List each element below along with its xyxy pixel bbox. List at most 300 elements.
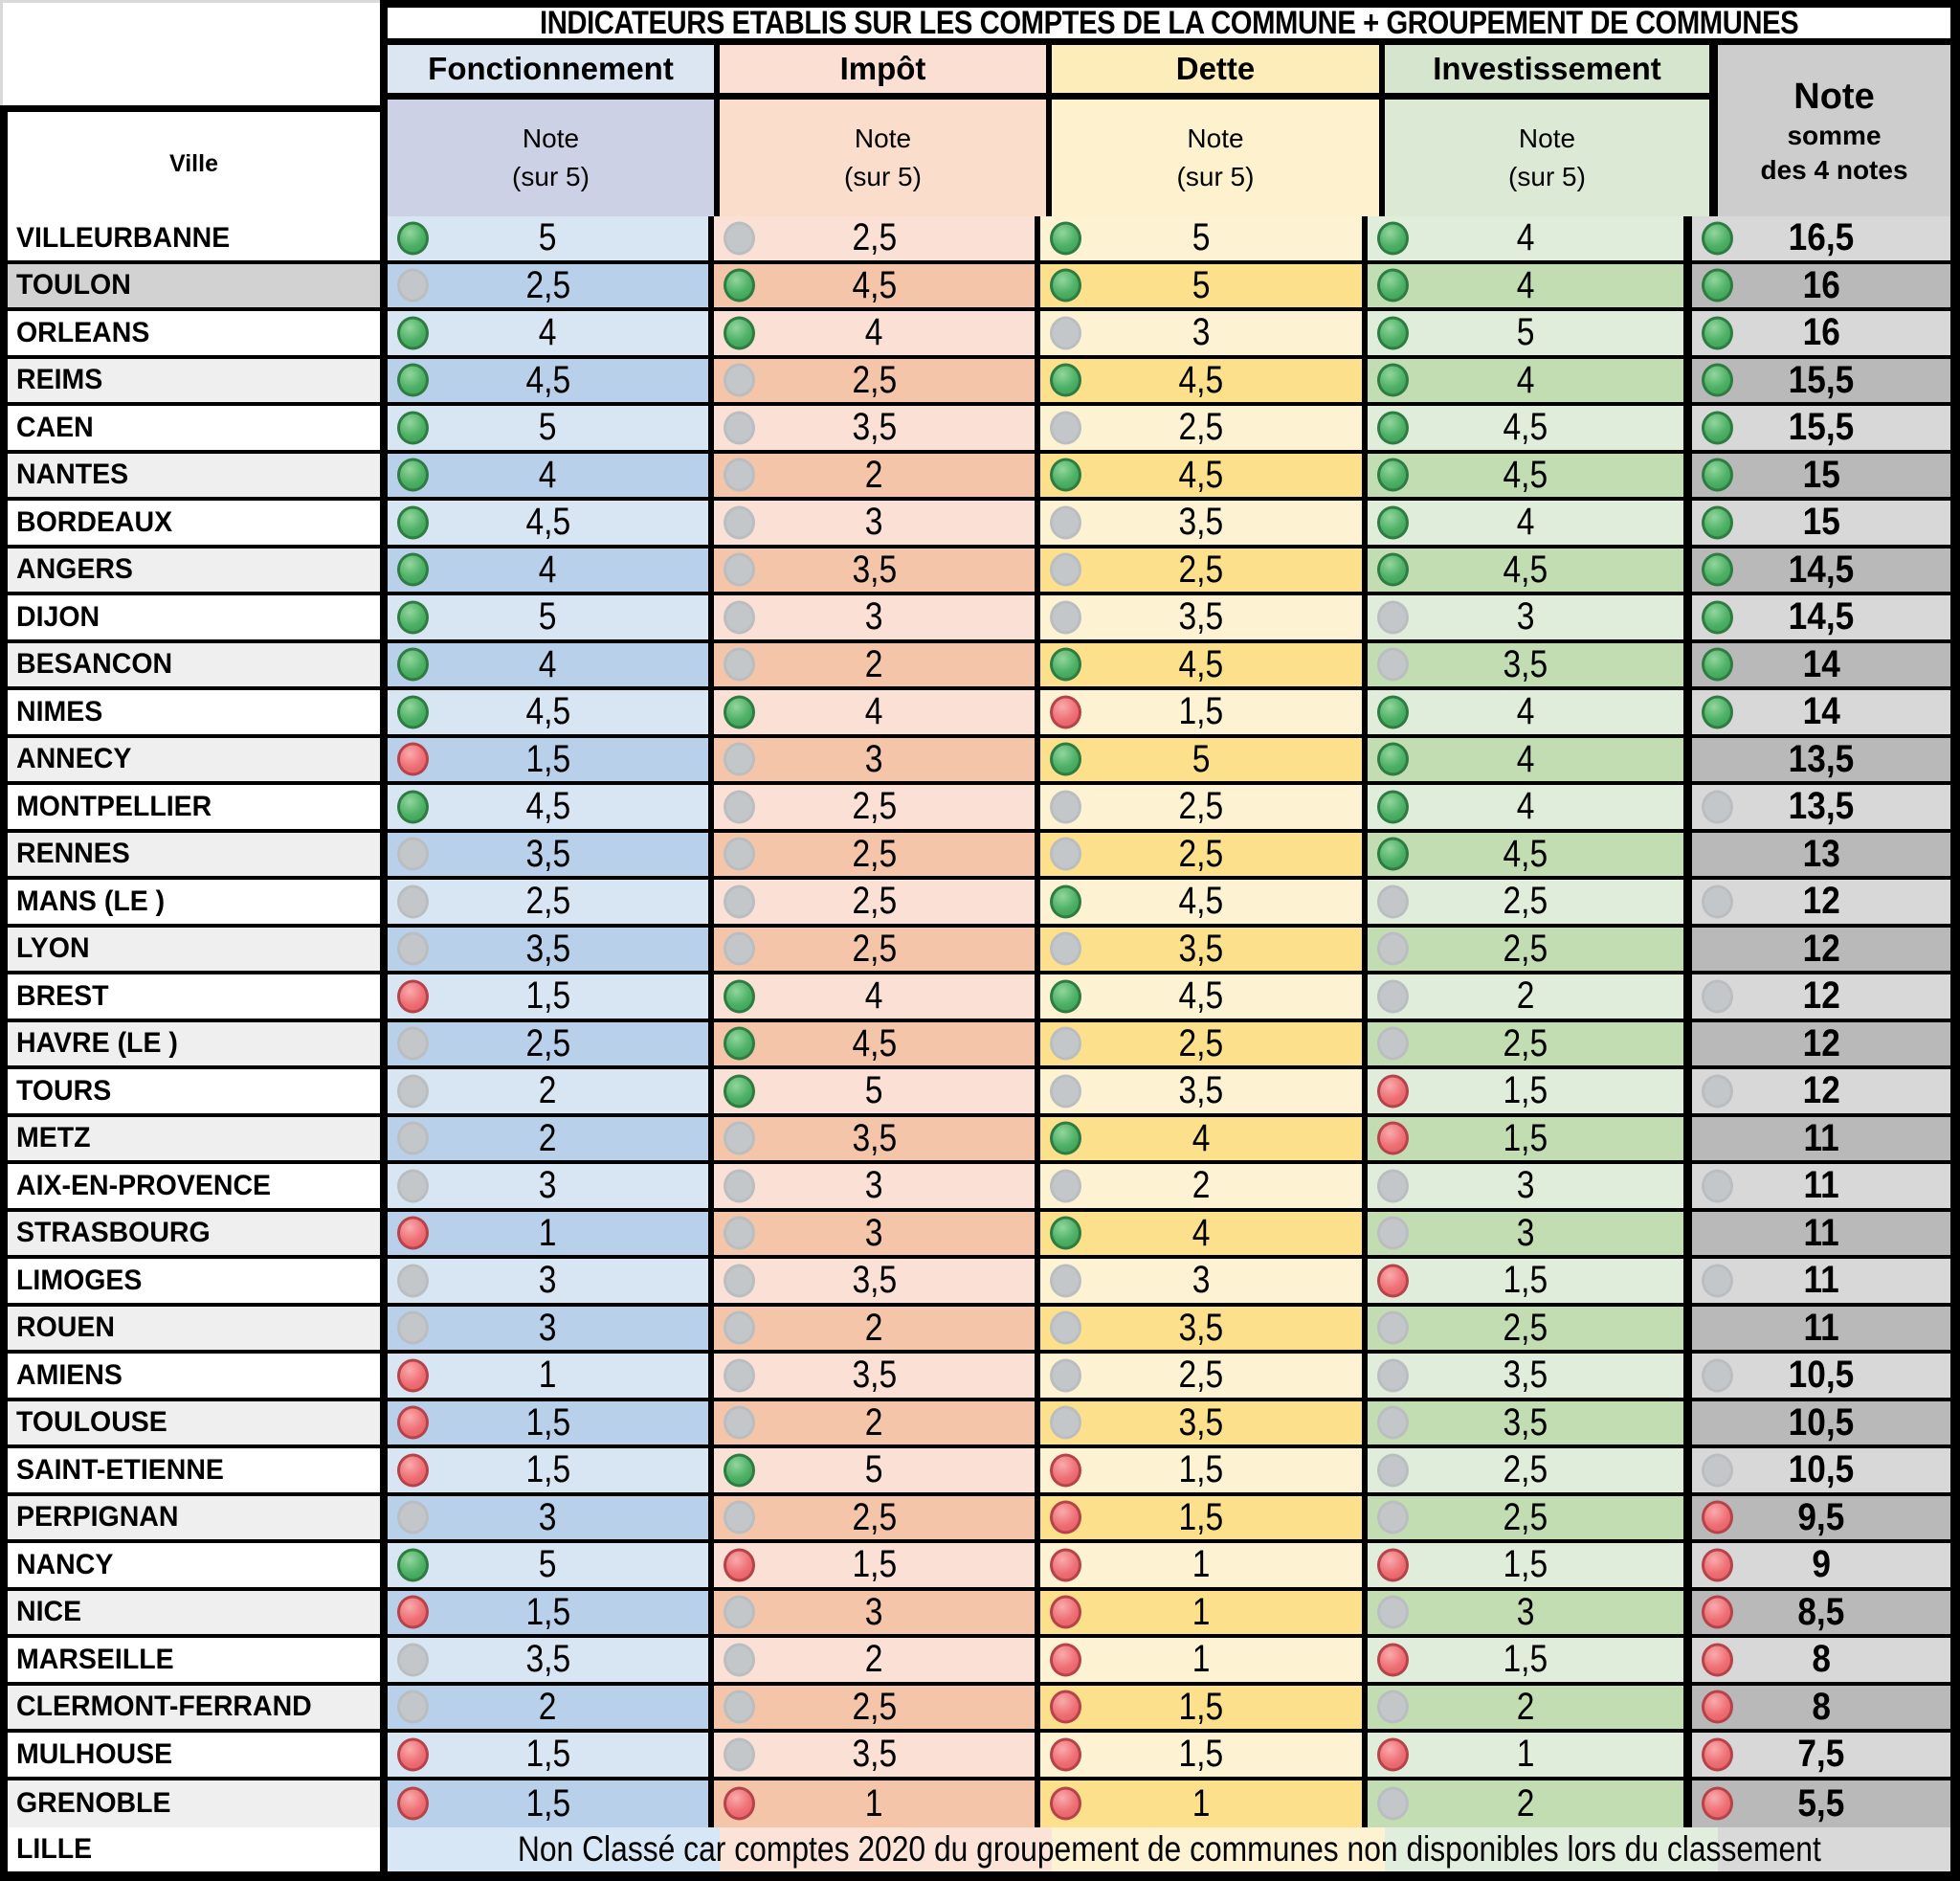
score-cell-investissement [1368, 501, 1692, 545]
city-cell [8, 264, 388, 308]
score-value: 4,5 [525, 501, 570, 544]
score-value: 4,5 [1503, 406, 1548, 449]
table-row [8, 1069, 1950, 1117]
score-value: 1,5 [1178, 690, 1224, 733]
city-cell [8, 880, 388, 924]
score-value: 2 [865, 1638, 883, 1681]
total-score-cell [1692, 1401, 1950, 1445]
top-left-empty-cell [0, 0, 380, 105]
note-total-label-line3: des 4 notes [1760, 154, 1908, 185]
total-score-value: 13 [1802, 832, 1840, 875]
score-value: 2,5 [852, 1685, 897, 1728]
score-cell-investissement [1368, 1543, 1692, 1587]
total-score-cell [1692, 1354, 1950, 1398]
score-value: 1 [539, 1211, 557, 1254]
table-row [8, 1354, 1950, 1401]
score-value: 1,5 [1178, 1733, 1224, 1776]
score-value: 1,5 [525, 1781, 570, 1825]
score-cell-investissement [1368, 1448, 1692, 1492]
city-cell [8, 1401, 388, 1445]
status-dot-green-icon [1702, 316, 1733, 349]
score-cell-impot [714, 1591, 1040, 1635]
status-dot-gray-icon [1702, 1264, 1733, 1297]
score-cell-investissement [1368, 928, 1692, 972]
city-label: AIX-EN-PROVENCE [16, 1169, 272, 1201]
table-row [8, 928, 1950, 975]
score-cell-impot [714, 1069, 1040, 1113]
status-dot-red-icon [397, 1787, 429, 1821]
status-dot-red-icon [1377, 1264, 1409, 1297]
status-dot-gray-icon [1050, 1074, 1081, 1108]
score-value: 1,5 [525, 1448, 570, 1491]
score-value: 5 [1516, 311, 1535, 354]
score-value: 4,5 [852, 1021, 897, 1064]
score-cell-investissement [1368, 833, 1692, 877]
city-cell [8, 1307, 388, 1351]
score-value: 2,5 [852, 1495, 897, 1538]
score-value: 2,5 [1503, 1448, 1548, 1491]
score-value: 4,5 [1503, 832, 1548, 875]
city-label: SAINT-ETIENNE [16, 1453, 224, 1486]
score-value: 3 [539, 1306, 557, 1349]
score-cell-impot [714, 216, 1040, 260]
status-dot-green-icon [397, 600, 429, 634]
score-value: 4,5 [852, 263, 897, 306]
score-value: 2,5 [852, 785, 897, 828]
status-dot-gray-icon [1050, 1264, 1081, 1297]
score-value: 1 [865, 1781, 883, 1825]
status-dot-green-icon [724, 979, 755, 1013]
score-value: 3 [865, 501, 883, 544]
total-score-value: 15 [1802, 501, 1840, 544]
score-cell-investissement [1368, 1496, 1692, 1540]
total-score-value: 10,5 [1788, 1400, 1855, 1444]
table-row [8, 880, 1950, 928]
city-cell [8, 1022, 388, 1066]
city-cell [8, 406, 388, 450]
score-value: 3,5 [1178, 1400, 1224, 1444]
status-dot-green-icon [724, 1027, 755, 1061]
score-cell-fonctionnement [388, 216, 714, 260]
score-cell-dette [1040, 928, 1368, 972]
status-dot-green-icon [397, 695, 429, 728]
status-dot-gray-icon [397, 1691, 429, 1724]
total-score-value: 12 [1802, 880, 1840, 923]
total-score-cell [1692, 738, 1950, 782]
table-row [8, 264, 1950, 312]
score-value: 1 [1192, 1543, 1211, 1586]
score-cell-dette [1040, 1307, 1368, 1351]
score-cell-dette [1040, 454, 1368, 498]
status-dot-gray-icon [1702, 1453, 1733, 1487]
subheader-note-label: Note [1187, 123, 1244, 153]
score-value: 5 [539, 595, 557, 638]
column-header-investissement: Investissement [1385, 45, 1718, 93]
status-dot-gray-icon [724, 1501, 755, 1534]
status-dot-green-icon [1702, 364, 1733, 397]
status-dot-red-icon [397, 979, 429, 1013]
status-dot-green-icon [724, 269, 755, 302]
score-cell-dette [1040, 549, 1368, 593]
score-cell-investissement [1368, 216, 1692, 260]
city-label: NANTES [16, 459, 129, 491]
total-score-value: 8 [1812, 1685, 1831, 1728]
total-score-value: 14,5 [1788, 548, 1855, 591]
city-cell [8, 738, 388, 782]
status-dot-gray-icon [1702, 1169, 1733, 1202]
table-row [8, 690, 1950, 738]
score-cell-dette [1040, 1354, 1368, 1398]
total-score-cell [1692, 454, 1950, 498]
status-dot-gray-icon [397, 269, 429, 302]
city-label: BREST [16, 979, 109, 1012]
table-body [0, 216, 1960, 1881]
score-value: 4 [1516, 216, 1535, 259]
city-cell [8, 216, 388, 260]
score-value: 3 [539, 1495, 557, 1538]
score-value: 2 [865, 642, 883, 685]
city-label: BORDEAUX [16, 505, 173, 538]
score-value: 5 [539, 216, 557, 259]
score-value: 3,5 [852, 1354, 897, 1397]
table-row [8, 1022, 1950, 1070]
status-dot-red-icon [1702, 1548, 1733, 1581]
score-value: 3 [539, 1164, 557, 1207]
score-cell-dette [1040, 1022, 1368, 1066]
total-score-cell [1692, 359, 1950, 403]
score-cell-impot [714, 1496, 1040, 1540]
city-cell [8, 1591, 388, 1635]
status-dot-gray-icon [397, 1311, 429, 1345]
status-dot-red-icon [1377, 1122, 1409, 1155]
status-dot-red-icon [1702, 1691, 1733, 1724]
score-cell-impot [714, 1259, 1040, 1303]
score-cell-impot [714, 643, 1040, 687]
score-value: 3 [1516, 1590, 1535, 1633]
score-cell-impot [714, 1164, 1040, 1208]
total-score-value: 14,5 [1788, 595, 1855, 638]
table-row [8, 406, 1950, 454]
score-value: 1 [1192, 1781, 1211, 1825]
status-dot-green-icon [397, 221, 429, 255]
status-dot-green-icon [397, 1548, 429, 1581]
city-cell [8, 1638, 388, 1682]
city-label: TOURS [16, 1074, 112, 1107]
score-cell-investissement [1368, 974, 1692, 1019]
status-dot-red-icon [397, 1737, 429, 1771]
column-header-note-total [1718, 45, 1950, 216]
status-dot-green-icon [1377, 364, 1409, 397]
score-value: 3 [865, 1211, 883, 1254]
status-dot-gray-icon [1050, 932, 1081, 966]
score-value: 4 [1516, 358, 1535, 401]
score-value: 3 [865, 737, 883, 780]
score-value: 3,5 [1503, 642, 1548, 685]
score-value: 1 [1192, 1638, 1211, 1681]
table-row [8, 1686, 1950, 1734]
score-cell-fonctionnement [388, 1117, 714, 1161]
status-dot-green-icon [724, 1074, 755, 1108]
status-dot-gray-icon [1377, 885, 1409, 918]
score-value: 3 [1516, 1211, 1535, 1254]
status-dot-green-icon [397, 364, 429, 397]
score-cell-dette [1040, 406, 1368, 450]
score-cell-fonctionnement [388, 595, 714, 639]
score-value: 3 [865, 1590, 883, 1633]
column-headers [388, 45, 1950, 216]
table-row [8, 1401, 1950, 1449]
score-value: 1,5 [1503, 1259, 1548, 1302]
score-cell-fonctionnement [388, 1638, 714, 1682]
status-dot-gray-icon [724, 1122, 755, 1155]
status-dot-red-icon [1050, 1596, 1081, 1629]
score-value: 1,5 [1178, 1448, 1224, 1491]
score-value: 4,5 [525, 690, 570, 733]
score-cell-investissement [1368, 264, 1692, 308]
score-cell-dette [1040, 738, 1368, 782]
score-cell-dette [1040, 1780, 1368, 1828]
total-score-cell [1692, 833, 1950, 877]
score-value: 2 [1516, 974, 1535, 1018]
status-dot-gray-icon [724, 411, 755, 444]
score-value: 4 [539, 311, 557, 354]
table-row [8, 1543, 1950, 1591]
total-score-value: 14 [1802, 690, 1840, 733]
total-score-cell [1692, 785, 1950, 829]
score-value: 3,5 [852, 1259, 897, 1302]
status-dot-gray-icon [1050, 1358, 1081, 1392]
status-dot-red-icon [1702, 1737, 1733, 1771]
status-dot-green-icon [1702, 459, 1733, 492]
score-value: 2,5 [852, 358, 897, 401]
score-cell-dette [1040, 1069, 1368, 1113]
total-score-cell [1692, 264, 1950, 308]
score-value: 2 [865, 1306, 883, 1349]
status-dot-red-icon [1377, 1737, 1409, 1771]
status-dot-gray-icon [724, 885, 755, 918]
subheader-note-label: Note [1518, 123, 1576, 153]
score-cell-impot [714, 1780, 1040, 1828]
score-value: 3,5 [852, 1733, 897, 1776]
score-value: 5 [1192, 263, 1211, 306]
status-dot-gray-icon [724, 459, 755, 492]
subheader-sur5-label: (sur 5) [512, 162, 590, 191]
total-score-value: 8 [1812, 1638, 1831, 1681]
city-cell [8, 1259, 388, 1303]
score-value: 2,5 [1178, 548, 1224, 591]
total-score-cell [1692, 1733, 1950, 1777]
score-value: 3,5 [525, 832, 570, 875]
score-value: 4,5 [1178, 453, 1224, 496]
total-score-value: 7,5 [1797, 1733, 1845, 1776]
score-cell-fonctionnement [388, 454, 714, 498]
total-score-cell [1692, 549, 1950, 593]
city-label: DIJON [16, 600, 100, 633]
status-dot-red-icon [1377, 1548, 1409, 1581]
total-score-cell [1692, 1212, 1950, 1256]
score-cell-fonctionnement [388, 690, 714, 734]
score-value: 3,5 [852, 548, 897, 591]
total-score-value: 10,5 [1788, 1448, 1855, 1491]
score-cell-fonctionnement [388, 1307, 714, 1351]
status-dot-gray-icon [1702, 790, 1733, 823]
status-dot-red-icon [1050, 695, 1081, 728]
score-cell-investissement [1368, 1022, 1692, 1066]
total-score-cell [1692, 690, 1950, 734]
status-dot-gray-icon [724, 1737, 755, 1771]
city-cell [8, 1117, 388, 1161]
score-value: 2 [539, 1685, 557, 1728]
city-label: GRENOBLE [16, 1787, 171, 1820]
unranked-merged-cell [388, 1827, 1950, 1871]
score-cell-investissement [1368, 1733, 1692, 1777]
status-dot-gray-icon [1377, 1311, 1409, 1345]
city-label: PERPIGNAN [16, 1501, 179, 1534]
score-cell-fonctionnement [388, 1022, 714, 1066]
status-dot-gray-icon [724, 1217, 755, 1250]
score-value: 1,5 [525, 1733, 570, 1776]
city-label: ROUEN [16, 1311, 115, 1344]
score-cell-dette [1040, 1638, 1368, 1682]
score-value: 2,5 [1178, 406, 1224, 449]
status-dot-green-icon [1050, 979, 1081, 1013]
score-value: 4,5 [1178, 974, 1224, 1018]
score-cell-dette [1040, 833, 1368, 877]
score-cell-investissement [1368, 311, 1692, 355]
ville-column-header [0, 105, 380, 216]
status-dot-green-icon [1377, 838, 1409, 871]
score-cell-fonctionnement [388, 880, 714, 924]
score-cell-fonctionnement [388, 1212, 714, 1256]
status-dot-green-icon [1050, 743, 1081, 776]
table-title-row [388, 4, 1950, 45]
score-value: 2,5 [525, 1021, 570, 1064]
city-cell [8, 1496, 388, 1540]
total-score-cell [1692, 1638, 1950, 1682]
score-value: 5 [539, 1543, 557, 1586]
total-score-value: 11 [1803, 1116, 1839, 1159]
score-value: 2,5 [1178, 1021, 1224, 1064]
score-value: 5 [1192, 737, 1211, 780]
city-label: MONTPELLIER [16, 790, 212, 822]
city-cell [8, 595, 388, 639]
status-dot-gray-icon [1377, 1358, 1409, 1392]
status-dot-gray-icon [724, 743, 755, 776]
score-cell-impot [714, 595, 1040, 639]
status-dot-gray-icon [397, 885, 429, 918]
score-cell-impot [714, 406, 1040, 450]
total-score-cell [1692, 1117, 1950, 1161]
table-row [8, 1733, 1950, 1780]
score-cell-impot [714, 1686, 1040, 1730]
score-cell-dette [1040, 643, 1368, 687]
city-cell [8, 1354, 388, 1398]
subheader-sur5-label: (sur 5) [844, 162, 922, 191]
status-dot-green-icon [724, 1453, 755, 1487]
status-dot-red-icon [397, 1596, 429, 1629]
table-row [8, 501, 1950, 549]
status-dot-green-icon [724, 316, 755, 349]
score-cell-impot [714, 785, 1040, 829]
status-dot-gray-icon [1050, 505, 1081, 539]
score-cell-dette [1040, 785, 1368, 829]
table-row [8, 1307, 1950, 1355]
city-cell [8, 1827, 388, 1871]
score-value: 3,5 [1178, 595, 1224, 638]
status-dot-gray-icon [1050, 1406, 1081, 1440]
status-dot-gray-icon [1377, 1453, 1409, 1487]
score-cell-impot [714, 1638, 1040, 1682]
status-dot-gray-icon [1702, 1074, 1733, 1108]
score-cell-fonctionnement [388, 1401, 714, 1445]
score-cell-dette [1040, 1117, 1368, 1161]
city-label: STRASBOURG [16, 1217, 211, 1249]
total-score-cell [1692, 928, 1950, 972]
status-dot-green-icon [1377, 695, 1409, 728]
city-label: NIMES [16, 695, 103, 728]
total-score-cell [1692, 1164, 1950, 1208]
status-dot-red-icon [397, 1453, 429, 1487]
status-dot-green-icon [397, 459, 429, 492]
status-dot-green-icon [1377, 505, 1409, 539]
score-cell-dette [1040, 974, 1368, 1019]
group-columns-header [388, 45, 1718, 216]
status-dot-gray-icon [724, 932, 755, 966]
status-dot-gray-icon [1377, 1027, 1409, 1061]
status-dot-green-icon [1377, 459, 1409, 492]
status-dot-red-icon [1702, 1596, 1733, 1629]
city-cell [8, 1069, 388, 1113]
table-row [8, 643, 1950, 691]
score-cell-fonctionnement [388, 406, 714, 450]
status-dot-green-icon [1377, 790, 1409, 823]
total-score-value: 12 [1802, 1021, 1840, 1064]
score-value: 2 [539, 1069, 557, 1112]
status-dot-green-icon [1050, 885, 1081, 918]
status-dot-gray-icon [1377, 600, 1409, 634]
total-score-value: 11 [1803, 1211, 1839, 1254]
status-dot-gray-icon [397, 932, 429, 966]
score-value: 3,5 [1178, 501, 1224, 544]
score-value: 4 [539, 642, 557, 685]
table-row [8, 595, 1950, 643]
score-value: 3,5 [525, 1638, 570, 1681]
score-cell-fonctionnement [388, 264, 714, 308]
table-row [8, 833, 1950, 881]
score-cell-fonctionnement [388, 549, 714, 593]
score-value: 2,5 [852, 216, 897, 259]
score-cell-investissement [1368, 1164, 1692, 1208]
score-cell-impot [714, 1733, 1040, 1777]
score-value: 4 [1516, 263, 1535, 306]
total-score-value: 8,5 [1797, 1590, 1845, 1633]
score-value: 3 [865, 1164, 883, 1207]
score-value: 5 [865, 1448, 883, 1491]
status-dot-green-icon [1702, 411, 1733, 444]
total-score-cell [1692, 1686, 1950, 1730]
status-dot-green-icon [1050, 221, 1081, 255]
score-value: 1,5 [1178, 1495, 1224, 1538]
score-cell-impot [714, 974, 1040, 1019]
score-cell-dette [1040, 311, 1368, 355]
status-dot-red-icon [724, 1787, 755, 1821]
score-value: 4 [1516, 501, 1535, 544]
status-dot-red-icon [1702, 1643, 1733, 1676]
score-value: 3,5 [1178, 1069, 1224, 1112]
city-label: BESANCON [16, 648, 173, 681]
table-row [8, 1259, 1950, 1307]
table-row [8, 1117, 1950, 1165]
